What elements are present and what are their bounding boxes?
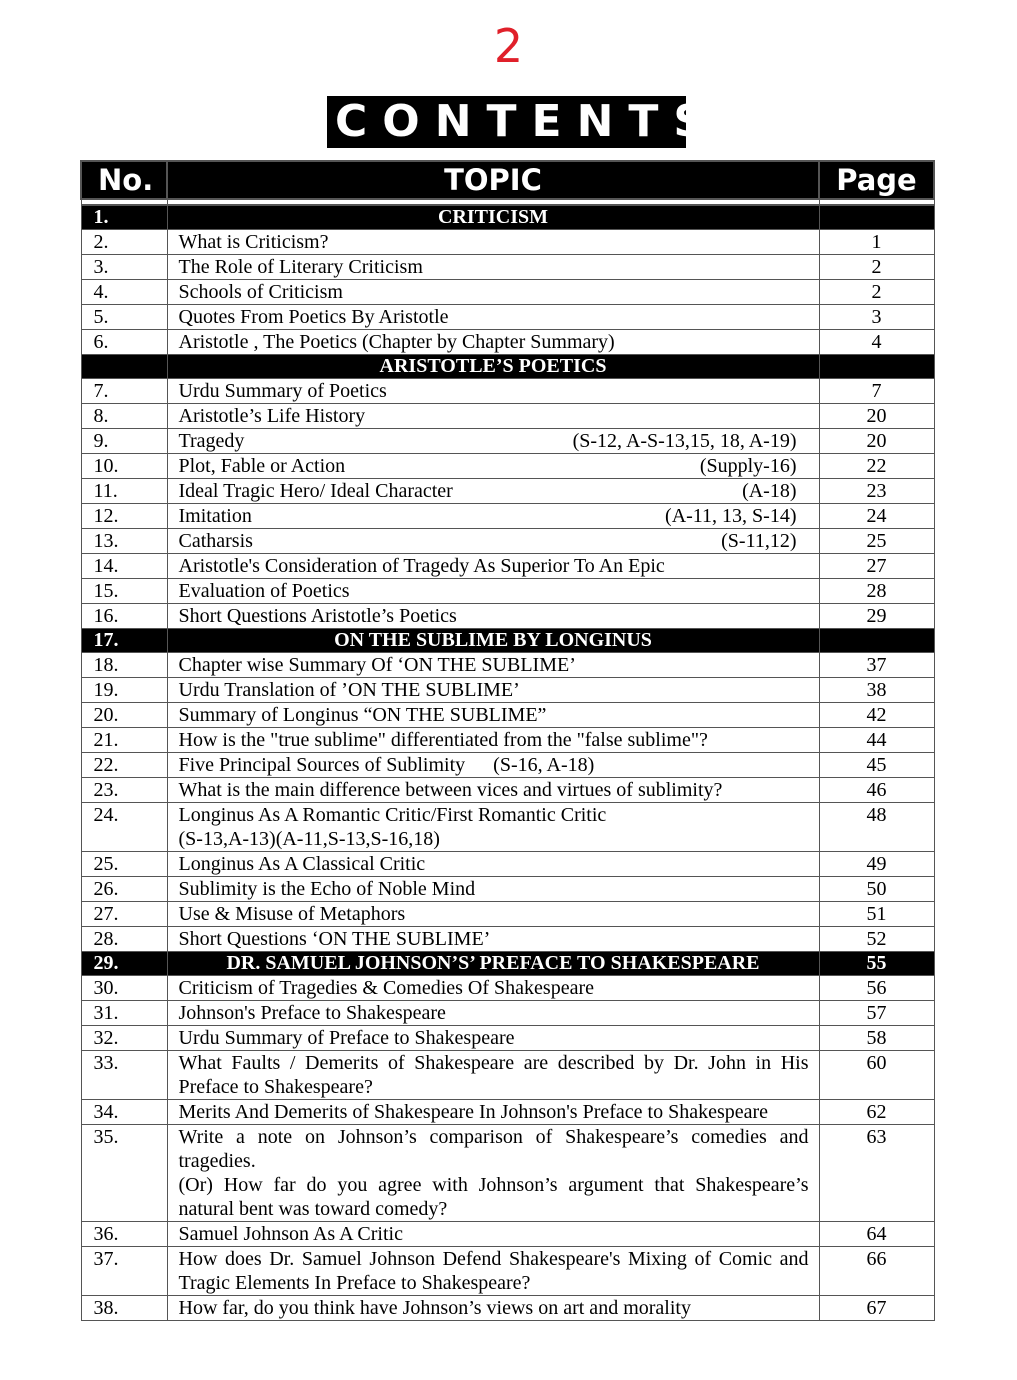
page-reference: 67	[819, 1296, 934, 1321]
entry-topic	[167, 1051, 819, 1100]
page-reference: 1	[819, 230, 934, 255]
topic-text-continued: (S-13,A-13)(A-11,S-13,S-16,18)	[178, 828, 440, 850]
topic-text: Aristotle’s Life History	[178, 405, 366, 427]
topic-text: Chapter wise Summary Of ‘ON THE SUBLIME’	[178, 654, 576, 676]
entry-topic	[167, 379, 819, 404]
topic-text: Imitation	[178, 505, 252, 527]
header-no: No.	[81, 161, 167, 199]
section-title	[167, 952, 819, 976]
entry-number: 28.	[81, 927, 167, 952]
topic-text: Johnson's Preface to Shakespeare	[178, 1002, 446, 1024]
page-reference: 55	[819, 952, 934, 976]
contents-title: CONTENTS	[327, 96, 686, 148]
entry-topic	[167, 778, 819, 803]
entry-number: 11.	[81, 479, 167, 504]
section-title	[167, 205, 819, 230]
entry-number: 38.	[81, 1296, 167, 1321]
entry-topic	[167, 728, 819, 753]
entry-number: 1.	[81, 205, 167, 230]
table-row	[81, 803, 934, 852]
entry-number: 30.	[81, 976, 167, 1001]
entry-topic	[167, 1001, 819, 1026]
topic-text: Quotes From Poetics By Aristotle	[178, 306, 449, 328]
entry-number: 37.	[81, 1247, 167, 1296]
exam-reference: (A-18)	[742, 480, 797, 502]
topic-text: Aristotle's Consideration of Tragedy As Superior To An Epic	[178, 555, 665, 577]
page-reference: 2	[819, 280, 934, 305]
page-reference: 20	[819, 429, 934, 454]
page-reference: 27	[819, 554, 934, 579]
topic-text: How is the "true sublime" differentiated from the "false sublime"?	[178, 729, 708, 751]
entry-number: 6.	[81, 330, 167, 355]
topic-text: What Faults / Demerits of Shakespeare are described by Dr. John in His Preface to Shakespeare?	[178, 1052, 809, 1098]
contents-table	[80, 160, 935, 1321]
entry-number: 21.	[81, 728, 167, 753]
entry-number: 22.	[81, 753, 167, 778]
header-topic: TOPIC	[167, 161, 819, 199]
topic-text: Samuel Johnson As A Critic	[178, 1223, 403, 1245]
table-row	[81, 1100, 934, 1125]
entry-topic	[167, 1125, 819, 1222]
table-row	[81, 1125, 934, 1222]
topic-text: ARISTOTLE’S POETICS	[379, 355, 607, 377]
page-reference	[819, 355, 934, 379]
exam-reference: (S-12, A-S-13,15, 18, A-19)	[572, 430, 797, 452]
entry-number: 26.	[81, 877, 167, 902]
exam-reference: (S-11,12)	[721, 530, 797, 552]
page-reference: 25	[819, 529, 934, 554]
topic-text: Five Principal Sources of Sublimity	[178, 754, 466, 776]
page-reference: 52	[819, 927, 934, 952]
page-reference: 37	[819, 653, 934, 678]
table-row	[81, 529, 934, 554]
exam-reference: (A-11, 13, S-14)	[665, 505, 797, 527]
entry-topic	[167, 902, 819, 927]
page-reference: 3	[819, 305, 934, 330]
entry-topic	[167, 1247, 819, 1296]
header-page: Page	[819, 161, 934, 199]
entry-number: 33.	[81, 1051, 167, 1100]
topic-text: How does Dr. Samuel Johnson Defend Shakespeare's Mixing of Comic and Tragic Elements In Preface to Shakespeare?	[178, 1248, 809, 1294]
entry-number: 10.	[81, 454, 167, 479]
entry-topic	[167, 877, 819, 902]
exam-reference: (Supply-16)	[699, 455, 797, 477]
entry-topic	[167, 404, 819, 429]
table-row	[81, 877, 934, 902]
topic-text: How far, do you think have Johnson’s views on art and morality	[178, 1297, 691, 1319]
entry-topic	[167, 330, 819, 355]
entry-number	[81, 355, 167, 379]
entry-number: 36.	[81, 1222, 167, 1247]
table-row	[81, 554, 934, 579]
table-row	[81, 778, 934, 803]
topic-text: Catharsis	[178, 530, 253, 552]
page-reference: 44	[819, 728, 934, 753]
page-reference	[819, 205, 934, 230]
section-header-row	[81, 952, 934, 976]
page-reference: 24	[819, 504, 934, 529]
entry-number: 19.	[81, 678, 167, 703]
topic-text: What is the main difference between vices and virtues of sublimity?	[178, 779, 723, 801]
entry-topic	[167, 703, 819, 728]
topic-text: The Role of Literary Criticism	[178, 256, 423, 278]
entry-topic	[167, 678, 819, 703]
entry-number: 4.	[81, 280, 167, 305]
entry-topic	[167, 479, 819, 504]
table-row	[81, 379, 934, 404]
page-reference: 29	[819, 604, 934, 629]
entry-topic	[167, 803, 819, 852]
table-row	[81, 479, 934, 504]
table-row	[81, 1247, 934, 1296]
page-reference: 45	[819, 753, 934, 778]
entry-number: 13.	[81, 529, 167, 554]
table-row	[81, 678, 934, 703]
table-row	[81, 753, 934, 778]
page-reference: 42	[819, 703, 934, 728]
topic-text: Ideal Tragic Hero/ Ideal Character	[178, 480, 453, 502]
table-row	[81, 902, 934, 927]
entry-number: 18.	[81, 653, 167, 678]
topic-text: DR. SAMUEL JOHNSON’S’ PREFACE TO SHAKESPEARE	[226, 952, 760, 974]
table-row	[81, 255, 934, 280]
table-row	[81, 1222, 934, 1247]
table-row	[81, 927, 934, 952]
topic-text: Urdu Summary of Poetics	[178, 380, 387, 402]
topic-text: Aristotle , The Poetics (Chapter by Chapter Summary)	[178, 331, 615, 353]
table-row	[81, 404, 934, 429]
topic-text: Short Questions ‘ON THE SUBLIME’	[178, 928, 491, 950]
page-reference: 66	[819, 1247, 934, 1296]
topic-text: Short Questions Aristotle’s Poetics	[178, 605, 457, 627]
table-row	[81, 330, 934, 355]
topic-text: ON THE SUBLIME BY LONGINUS	[334, 629, 652, 651]
page-reference: 38	[819, 678, 934, 703]
table-row	[81, 305, 934, 330]
table-row	[81, 280, 934, 305]
topic-text: Merits And Demerits of Shakespeare In Johnson's Preface to Shakespeare	[178, 1101, 769, 1123]
entry-number: 12.	[81, 504, 167, 529]
page-reference: 48	[819, 803, 934, 852]
entry-number: 16.	[81, 604, 167, 629]
entry-number: 35.	[81, 1125, 167, 1222]
entry-number: 2.	[81, 230, 167, 255]
table-row	[81, 728, 934, 753]
page-reference: 2	[819, 255, 934, 280]
table-row	[81, 230, 934, 255]
entry-topic	[167, 1026, 819, 1051]
table-row	[81, 1051, 934, 1100]
page-reference: 62	[819, 1100, 934, 1125]
topic-text: Evaluation of Poetics	[178, 580, 350, 602]
entry-number: 25.	[81, 852, 167, 877]
entry-number: 17.	[81, 629, 167, 653]
contents-body	[81, 205, 934, 1321]
entry-number: 20.	[81, 703, 167, 728]
page-number: 2	[493, 19, 524, 73]
topic-text: Urdu Summary of Preface to Shakespeare	[178, 1027, 515, 1049]
entry-topic	[167, 579, 819, 604]
entry-topic	[167, 454, 819, 479]
entry-topic	[167, 280, 819, 305]
topic-text: Tragedy	[178, 430, 245, 452]
table-row	[81, 653, 934, 678]
page-reference: 63	[819, 1125, 934, 1222]
entry-topic	[167, 255, 819, 280]
entry-topic	[167, 604, 819, 629]
entry-number: 29.	[81, 952, 167, 976]
table-row	[81, 976, 934, 1001]
page-reference: 58	[819, 1026, 934, 1051]
table-header-row	[81, 161, 934, 199]
page-reference: 57	[819, 1001, 934, 1026]
entry-number: 15.	[81, 579, 167, 604]
entry-topic	[167, 653, 819, 678]
page-reference: 51	[819, 902, 934, 927]
table-row	[81, 1026, 934, 1051]
page-reference: 7	[819, 379, 934, 404]
topic-text: Urdu Translation of ’ON THE SUBLIME’	[178, 679, 520, 701]
topic-text: Use & Misuse of Metaphors	[178, 903, 406, 925]
table-row	[81, 579, 934, 604]
entry-number: 27.	[81, 902, 167, 927]
entry-topic	[167, 529, 819, 554]
page-reference	[819, 629, 934, 653]
section-title	[167, 355, 819, 379]
topic-text: Write a note on Johnson’s comparison of Shakespeare’s comedies and tragedies.	[178, 1126, 809, 1172]
topic-text: Longinus As A Romantic Critic/First Romantic Critic	[178, 804, 607, 826]
table-row	[81, 604, 934, 629]
section-header-row	[81, 355, 934, 379]
entry-number: 32.	[81, 1026, 167, 1051]
entry-topic	[167, 1100, 819, 1125]
topic-text: Plot, Fable or Action	[178, 455, 346, 477]
topic-text: Summary of Longinus “ON THE SUBLIME”	[178, 704, 547, 726]
entry-topic	[167, 1296, 819, 1321]
topic-text: Schools of Criticism	[178, 281, 343, 303]
exam-reference: (S-16, A-18)	[493, 754, 595, 776]
section-header-row	[81, 205, 934, 230]
topic-text: Criticism of Tragedies & Comedies Of Shakespeare	[178, 977, 594, 999]
entry-number: 7.	[81, 379, 167, 404]
table-row	[81, 1001, 934, 1026]
table-row	[81, 429, 934, 454]
entry-number: 8.	[81, 404, 167, 429]
entry-number: 3.	[81, 255, 167, 280]
topic-text: Longinus As A Classical Critic	[178, 853, 426, 875]
topic-text-continued: (Or) How far do you agree with Johnson’s argument that Shakespeare’s natural bent was toward comedy?	[178, 1174, 809, 1220]
topic-text: CRITICISM	[437, 206, 549, 228]
page-reference: 4	[819, 330, 934, 355]
entry-number: 24.	[81, 803, 167, 852]
entry-number: 34.	[81, 1100, 167, 1125]
section-header-row	[81, 629, 934, 653]
topic-text: Sublimity is the Echo of Noble Mind	[178, 878, 476, 900]
entry-number: 23.	[81, 778, 167, 803]
entry-topic	[167, 305, 819, 330]
section-title	[167, 629, 819, 653]
entry-topic	[167, 976, 819, 1001]
table-row	[81, 852, 934, 877]
entry-topic	[167, 554, 819, 579]
page-reference: 56	[819, 976, 934, 1001]
table-row	[81, 1296, 934, 1321]
page-reference: 28	[819, 579, 934, 604]
page-reference: 60	[819, 1051, 934, 1100]
page-reference: 46	[819, 778, 934, 803]
entry-number: 9.	[81, 429, 167, 454]
page-reference: 49	[819, 852, 934, 877]
page-reference: 20	[819, 404, 934, 429]
table-row	[81, 703, 934, 728]
entry-topic	[167, 852, 819, 877]
page-reference: 23	[819, 479, 934, 504]
page-reference: 22	[819, 454, 934, 479]
entry-topic	[167, 1222, 819, 1247]
page-reference: 64	[819, 1222, 934, 1247]
entry-number: 5.	[81, 305, 167, 330]
entry-topic	[167, 429, 819, 454]
table-row	[81, 454, 934, 479]
topic-text: What is Criticism?	[178, 231, 329, 253]
entry-number: 14.	[81, 554, 167, 579]
page-reference: 50	[819, 877, 934, 902]
entry-topic	[167, 927, 819, 952]
entry-topic	[167, 230, 819, 255]
entry-topic	[167, 753, 819, 778]
table-row	[81, 504, 934, 529]
entry-number: 31.	[81, 1001, 167, 1026]
entry-topic	[167, 504, 819, 529]
